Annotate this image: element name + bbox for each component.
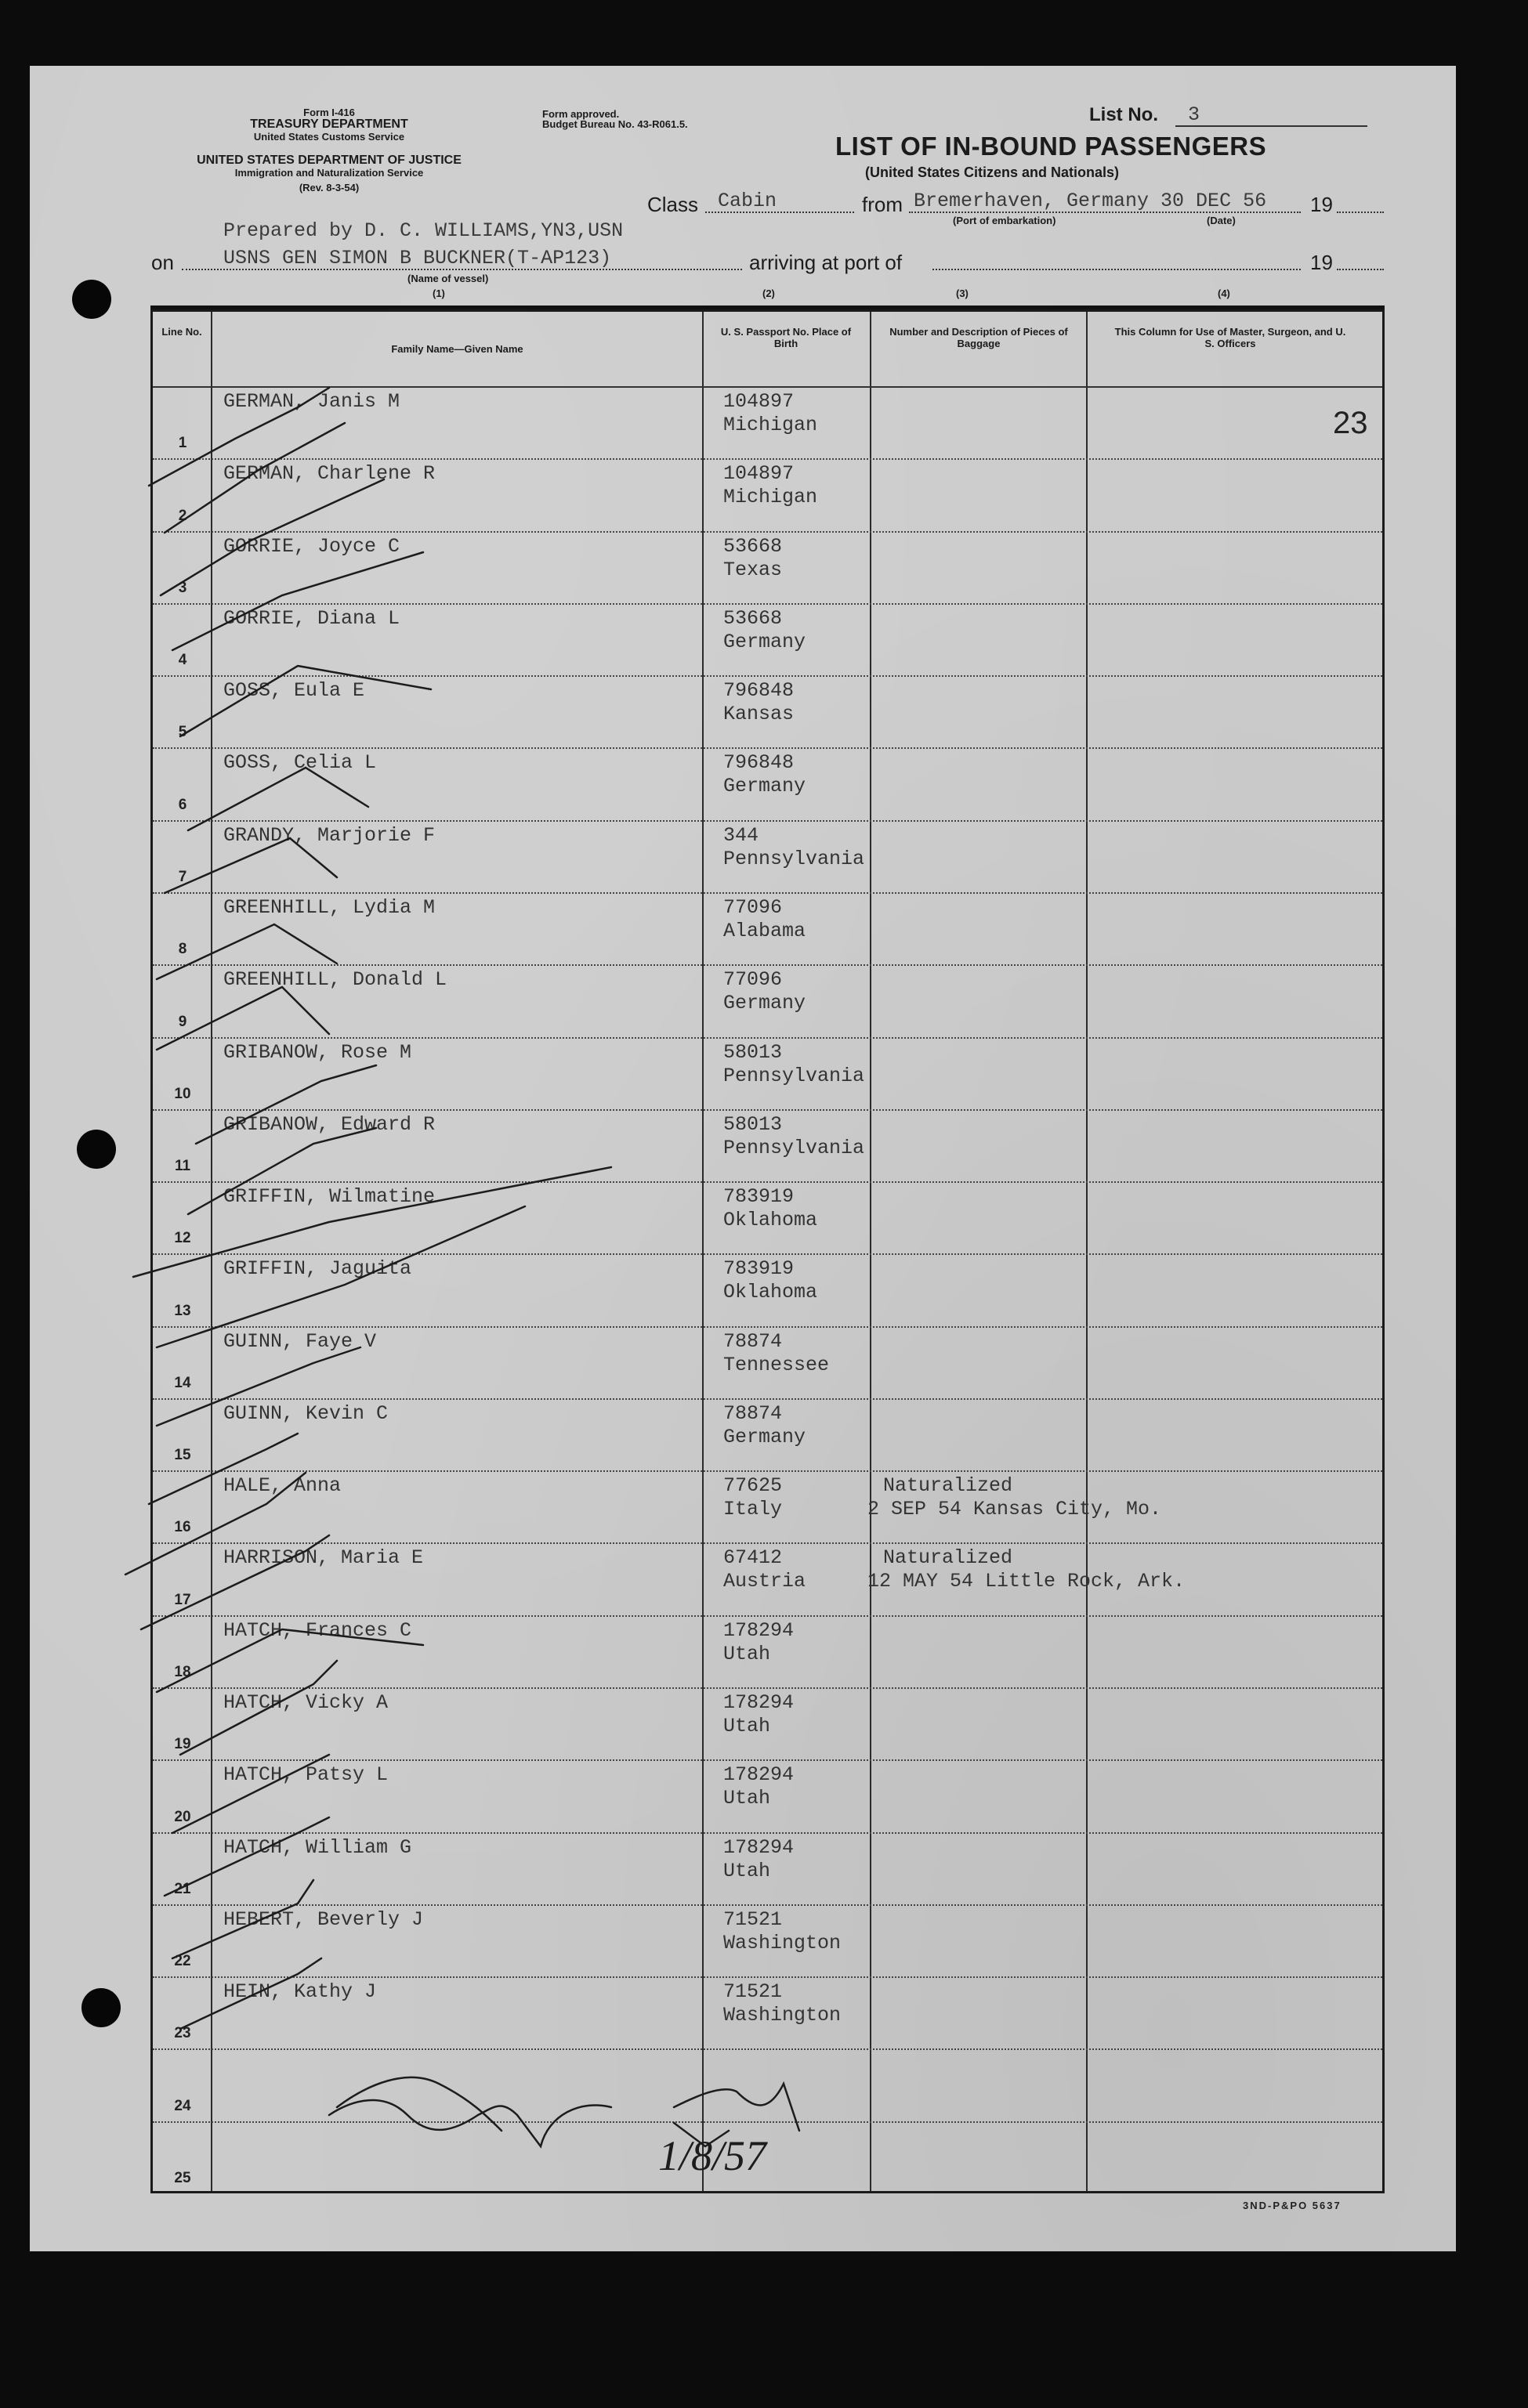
passenger-name: HATCH, Vicky A — [223, 1691, 389, 1715]
birthplace: Michigan — [723, 486, 818, 509]
passport-number: 178294 — [723, 1763, 795, 1787]
birthplace: Italy — [723, 1498, 783, 1521]
page-title: LIST OF IN-BOUND PASSENGERS — [835, 132, 1267, 161]
from-value: Bremerhaven, Germany 30 DEC 56 — [914, 190, 1267, 212]
divider-name — [702, 312, 704, 2191]
line-number: 7 — [178, 868, 187, 885]
birthplace: Austria — [723, 1570, 806, 1593]
birthplace: Alabama — [723, 919, 806, 942]
birthplace: Utah — [723, 1715, 771, 1738]
passport-number: 77096 — [723, 968, 783, 992]
birthplace: Washington — [723, 2004, 842, 2027]
prepared-by: Prepared by D. C. WILLIAMS,YN3,USN — [223, 219, 624, 242]
vessel-line — [182, 269, 742, 270]
line-number: 15 — [174, 1447, 191, 1464]
on-label: on — [151, 251, 174, 274]
col-header-baggage: Number and Description of Pieces of Baggage — [889, 326, 1068, 349]
list-no-label: List No. — [1089, 104, 1158, 125]
punch-hole-middle — [77, 1130, 116, 1169]
passenger-name: HALE, Anna — [223, 1474, 342, 1498]
passenger-name: GREENHILL, Donald L — [223, 968, 447, 992]
row-separator — [153, 386, 1382, 388]
passport-number: 796848 — [723, 751, 795, 775]
line-number: 22 — [174, 1953, 191, 1970]
passenger-name: GRIBANOW, Edward R — [223, 1112, 436, 1136]
birthplace: Utah — [723, 1859, 771, 1882]
line-number: 3 — [178, 579, 187, 596]
birthplace: Washington — [723, 1931, 842, 1954]
vessel-name: USNS GEN SIMON B BUCKNER(T-AP123) — [223, 247, 612, 269]
passport-number: 178294 — [723, 1691, 795, 1715]
officer-count-annotation: 23 — [1333, 406, 1368, 440]
passport-number: 178294 — [723, 1618, 795, 1642]
passenger-name: HEIN, Kathy J — [223, 1980, 377, 2004]
passport-number: 78874 — [723, 1401, 783, 1425]
from-year-line — [1337, 212, 1384, 213]
passenger-name: GORRIE, Diana L — [223, 606, 400, 630]
row-separator — [153, 1109, 1382, 1111]
passport-number: 67412 — [723, 1546, 783, 1570]
passport-number: 104897 — [723, 462, 795, 486]
punch-hole-top — [72, 280, 111, 319]
baggage-note: 2 SEP 54 Kansas City, Mo. — [867, 1498, 1162, 1521]
passenger-name: GUINN, Kevin C — [223, 1401, 389, 1425]
row-separator — [153, 892, 1382, 894]
customs-service: United States Customs Service — [253, 131, 405, 143]
passenger-name: HATCH, William G — [223, 1835, 412, 1859]
birthplace: Germany — [723, 775, 806, 798]
line-number: 1 — [178, 435, 187, 452]
birthplace: Utah — [723, 1787, 771, 1810]
passport-number: 344 — [723, 823, 759, 847]
list-no-value: 3 — [1188, 103, 1200, 126]
baggage-note: Naturalized — [883, 1474, 1013, 1498]
line-number: 24 — [174, 2097, 191, 2114]
passenger-name: GRANDY, Marjorie F — [223, 823, 436, 847]
row-separator — [153, 1759, 1382, 1761]
birthplace: Michigan — [723, 414, 818, 436]
col-num-1: (1) — [433, 287, 445, 299]
from-year-label: 19 — [1310, 193, 1333, 216]
row-separator — [153, 603, 1382, 605]
row-separator — [153, 2121, 1382, 2123]
birthplace: Germany — [723, 1425, 806, 1448]
row-separator — [153, 458, 1382, 460]
form-number: Form I-416 — [303, 107, 355, 118]
line-number: 2 — [178, 507, 187, 524]
row-separator — [153, 1976, 1382, 1978]
port-caption: (Port of embarkation) — [953, 215, 1056, 226]
row-separator — [153, 1904, 1382, 1906]
row-separator — [153, 675, 1382, 677]
passenger-name: GERMAN, Janis M — [223, 390, 400, 413]
birthplace: Pennsylvania — [723, 1136, 865, 1159]
line-number: 10 — [174, 1085, 191, 1102]
row-separator — [153, 1832, 1382, 1834]
baggage-note: Naturalized — [883, 1546, 1013, 1570]
row-separator — [153, 531, 1382, 533]
page-subtitle: (United States Citizens and Nationals) — [865, 165, 1120, 180]
line-number: 17 — [174, 1591, 191, 1608]
passenger-name: GORRIE, Joyce C — [223, 534, 400, 558]
passenger-name: GOSS, Eula E — [223, 679, 365, 703]
col-header-passport: U. S. Passport No. Place of Birth — [720, 326, 852, 349]
passenger-name: HEBERT, Beverly J — [223, 1907, 424, 1931]
line-number: 25 — [174, 2170, 191, 2186]
arriving-line — [932, 269, 1301, 270]
col-header-officers: This Column for Use of Master, Surgeon, and U. S. Officers — [1114, 326, 1346, 349]
line-number: 13 — [174, 1302, 191, 1319]
col-num-4: (4) — [1218, 287, 1230, 299]
passenger-name: GRIBANOW, Rose M — [223, 1040, 412, 1064]
baggage-note: 12 MAY 54 Little Rock, Ark. — [867, 1570, 1186, 1593]
passport-number: 58013 — [723, 1112, 783, 1136]
birthplace: Texas — [723, 558, 783, 581]
from-label: from — [862, 193, 903, 216]
passenger-name: GRIFFIN, Wilmatine — [223, 1185, 436, 1209]
passport-number: 796848 — [723, 679, 795, 703]
row-separator — [153, 1037, 1382, 1039]
passport-number: 77625 — [723, 1474, 783, 1498]
line-number: 8 — [178, 941, 187, 958]
row-separator — [153, 1687, 1382, 1689]
birthplace: Pennsylvania — [723, 847, 865, 870]
passport-number: 783919 — [723, 1185, 795, 1209]
justice-department: UNITED STATES DEPARTMENT OF JUSTICE — [197, 154, 462, 167]
passport-number: 178294 — [723, 1835, 795, 1859]
punch-hole-bottom — [81, 1988, 121, 2027]
birthplace: Pennsylvania — [723, 1064, 865, 1087]
treasury-department: TREASURY DEPARTMENT — [250, 118, 408, 131]
row-separator — [153, 1326, 1382, 1328]
passport-number: 58013 — [723, 1040, 783, 1064]
row-separator — [153, 747, 1382, 749]
class-value: Cabin — [718, 190, 777, 212]
passport-number: 783919 — [723, 1257, 795, 1281]
signature-date: 1/8/57 — [658, 2132, 767, 2179]
passport-number: 53668 — [723, 606, 783, 630]
col-header-line-no: Line No. — [161, 326, 202, 338]
passenger-name: HATCH, Patsy L — [223, 1763, 389, 1787]
birthplace: Germany — [723, 992, 806, 1015]
passport-number: 78874 — [723, 1329, 783, 1353]
line-number: 9 — [178, 1013, 187, 1030]
birthplace: Oklahoma — [723, 1209, 818, 1232]
passenger-name: HARRISON, Maria E — [223, 1546, 424, 1570]
birthplace: Utah — [723, 1642, 771, 1665]
passport-number: 71521 — [723, 1907, 783, 1931]
line-number: 21 — [174, 1880, 191, 1897]
row-separator — [153, 1542, 1382, 1544]
passenger-name: GUINN, Faye V — [223, 1329, 377, 1353]
line-number: 20 — [174, 1808, 191, 1825]
col-num-2: (2) — [762, 287, 775, 299]
birthplace: Kansas — [723, 703, 795, 726]
arriving-label: arriving at port of — [749, 251, 903, 274]
col-num-3: (3) — [956, 287, 969, 299]
birthplace: Oklahoma — [723, 1281, 818, 1304]
vessel-caption: (Name of vessel) — [407, 273, 489, 284]
passenger-name: GRIFFIN, Jaguita — [223, 1257, 412, 1281]
ins-service: Immigration and Naturalization Service — [234, 167, 424, 179]
class-line — [705, 212, 854, 213]
row-separator — [153, 2048, 1382, 2050]
revision-date: (Rev. 8-3-54) — [299, 182, 360, 193]
passport-number: 77096 — [723, 895, 783, 919]
printer-code: 3ND-P&PO 5637 — [1243, 2200, 1342, 2211]
row-separator — [153, 1181, 1382, 1183]
class-label: Class — [647, 193, 699, 216]
budget-bureau: Budget Bureau No. 43-R061.5. — [542, 118, 688, 130]
date-caption: (Date) — [1207, 215, 1236, 226]
birthplace: Germany — [723, 630, 806, 653]
form-approved: Form approved. — [542, 108, 620, 120]
passenger-table — [150, 309, 1385, 2193]
line-number: 12 — [174, 1230, 191, 1247]
row-separator — [153, 1253, 1382, 1255]
line-number: 4 — [178, 652, 187, 669]
line-number: 11 — [174, 1158, 191, 1175]
line-number: 14 — [174, 1374, 191, 1391]
arriving-year-line — [1337, 269, 1384, 270]
row-separator — [153, 1398, 1382, 1400]
passenger-name: GOSS, Celia L — [223, 751, 377, 775]
line-number: 19 — [174, 1736, 191, 1753]
from-line — [909, 212, 1301, 213]
line-number: 23 — [174, 2025, 191, 2042]
row-separator — [153, 820, 1382, 822]
line-number: 16 — [174, 1519, 191, 1536]
line-number: 6 — [178, 796, 187, 813]
passenger-name: GERMAN, Charlene R — [223, 462, 436, 486]
line-number: 18 — [174, 1664, 191, 1681]
line-number: 5 — [178, 724, 187, 741]
passenger-name: GREENHILL, Lydia M — [223, 895, 436, 919]
divider-baggage — [1086, 312, 1088, 2191]
passport-number: 71521 — [723, 1980, 783, 2004]
passport-number: 104897 — [723, 390, 795, 413]
list-no-line — [1175, 125, 1367, 127]
divider-passport — [870, 312, 871, 2191]
row-separator — [153, 1615, 1382, 1617]
col-header-name: Family Name—Given Name — [391, 343, 523, 355]
row-separator — [153, 964, 1382, 966]
passenger-name: HATCH, Frances C — [223, 1618, 412, 1642]
birthplace: Tennessee — [723, 1353, 830, 1376]
row-separator — [153, 1470, 1382, 1472]
arriving-year-label: 19 — [1310, 251, 1333, 274]
passport-number: 53668 — [723, 534, 783, 558]
